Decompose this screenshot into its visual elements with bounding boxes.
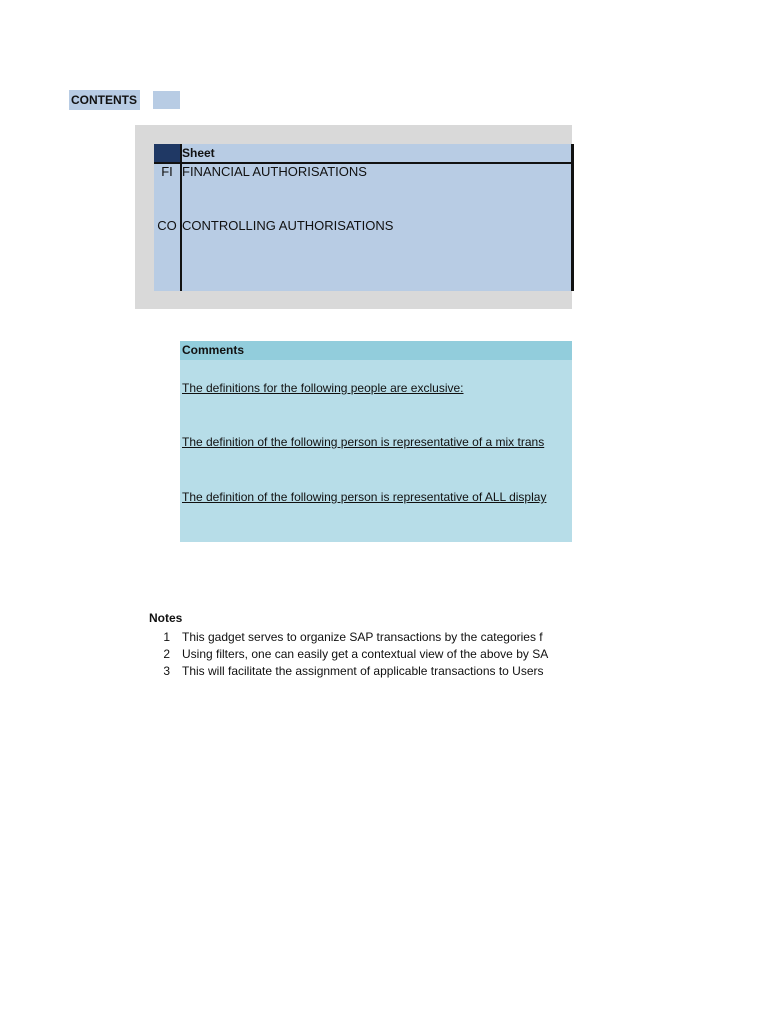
comment-line: The definitions for the following people are exclusive: — [182, 381, 464, 395]
note-number: 1 — [163, 630, 170, 644]
sheet-column-header: Sheet — [182, 146, 215, 160]
contents-color-swatch — [153, 91, 180, 109]
note-text: This gadget serves to organize SAP transactions by the categories f — [182, 630, 543, 644]
note-text: This will facilitate the assignment of applicable transactions to Users — [182, 664, 544, 678]
note-text: Using filters, one can easily get a contextual view of the above by SA — [182, 647, 549, 661]
sheet-link-co[interactable]: CONTROLLING AUTHORISATIONS — [182, 218, 394, 233]
sheet-row-code: CO — [157, 218, 177, 233]
sheet-row-code: FI — [161, 164, 173, 179]
note-number: 3 — [163, 664, 170, 678]
note-number: 2 — [163, 647, 170, 661]
comment-line: The definition of the following person is representative of ALL display — [182, 490, 547, 504]
sheet-code-header-cell — [154, 144, 180, 162]
comments-header: Comments — [180, 341, 572, 360]
comment-line: The definition of the following person is representative of a mix trans — [182, 435, 545, 449]
contents-title: CONTENTS — [69, 90, 140, 110]
table-right-border — [571, 144, 574, 291]
sheet-link-fi[interactable]: FINANCIAL AUTHORISATIONS — [182, 164, 367, 179]
notes-title: Notes — [149, 611, 183, 625]
